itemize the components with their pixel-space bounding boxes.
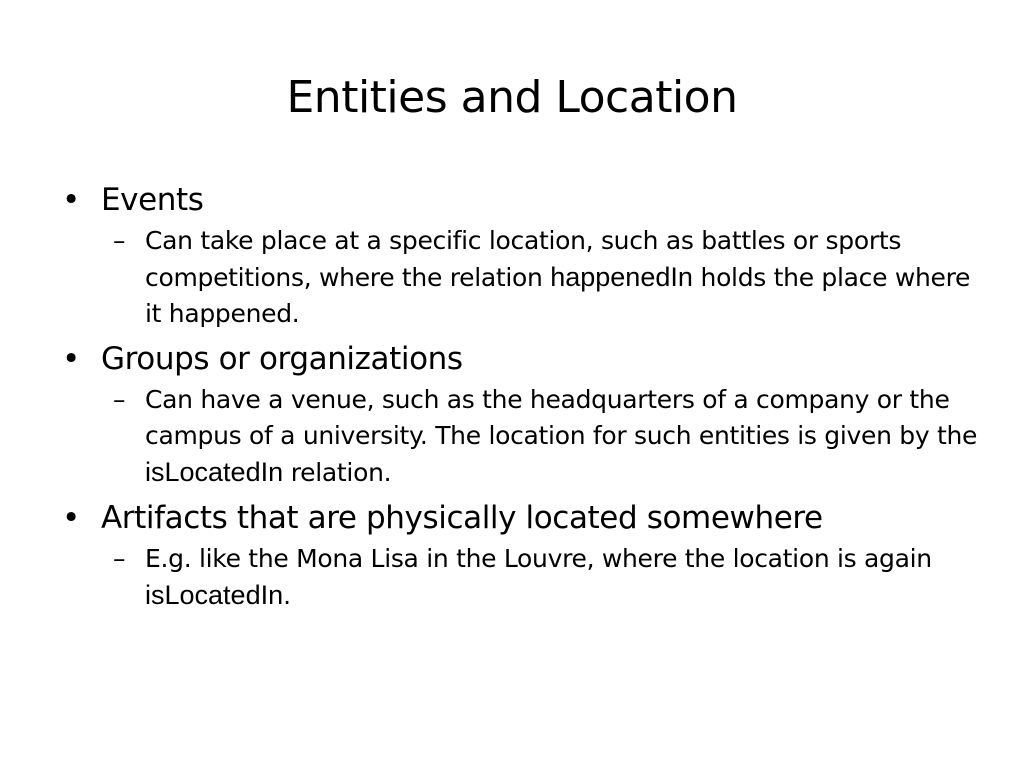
sub-bullet-text-before: Can take place at a specific location, such as battles or sports competitions, where the relation	[145, 226, 902, 292]
sub-bullet-artifacts	[113, 541, 980, 614]
relation-term: isLocatedIn	[145, 457, 284, 487]
relation-term: happenedIn	[550, 262, 693, 292]
dash-icon: –	[113, 385, 126, 414]
dash-icon: –	[113, 544, 126, 573]
bullet-events	[60, 180, 980, 220]
sub-bullet-text-after: .	[283, 581, 291, 610]
sub-bullet-groups	[113, 382, 980, 491]
relation-term: isLocatedIn	[145, 580, 284, 610]
bullet-groups	[60, 339, 980, 379]
sub-bullet-events	[113, 223, 980, 332]
sub-bullet-text-before: Can have a venue, such as the headquarters of a company or the campus of a university. The location for such entities is given by the	[145, 385, 978, 450]
bullet-artifacts	[60, 498, 980, 538]
sub-bullet-text-before: E.g. like the Mona Lisa in the Louvre, where the location is again	[145, 544, 932, 573]
bullet-text: Groups or organizations	[101, 341, 463, 377]
bullet-icon: •	[62, 182, 80, 218]
sub-bullet-text-after: holds the place where it happened.	[145, 263, 971, 328]
sub-bullet-text-after: relation.	[283, 458, 392, 487]
bullet-icon: •	[62, 500, 80, 536]
slide-title: Entities and Location	[286, 72, 738, 123]
bullet-text: Artifacts that are physically located somewhere	[101, 500, 823, 536]
bullet-text: Events	[101, 182, 204, 218]
bullet-icon: •	[62, 341, 80, 377]
slide-body	[60, 180, 980, 621]
dash-icon: –	[113, 226, 126, 255]
